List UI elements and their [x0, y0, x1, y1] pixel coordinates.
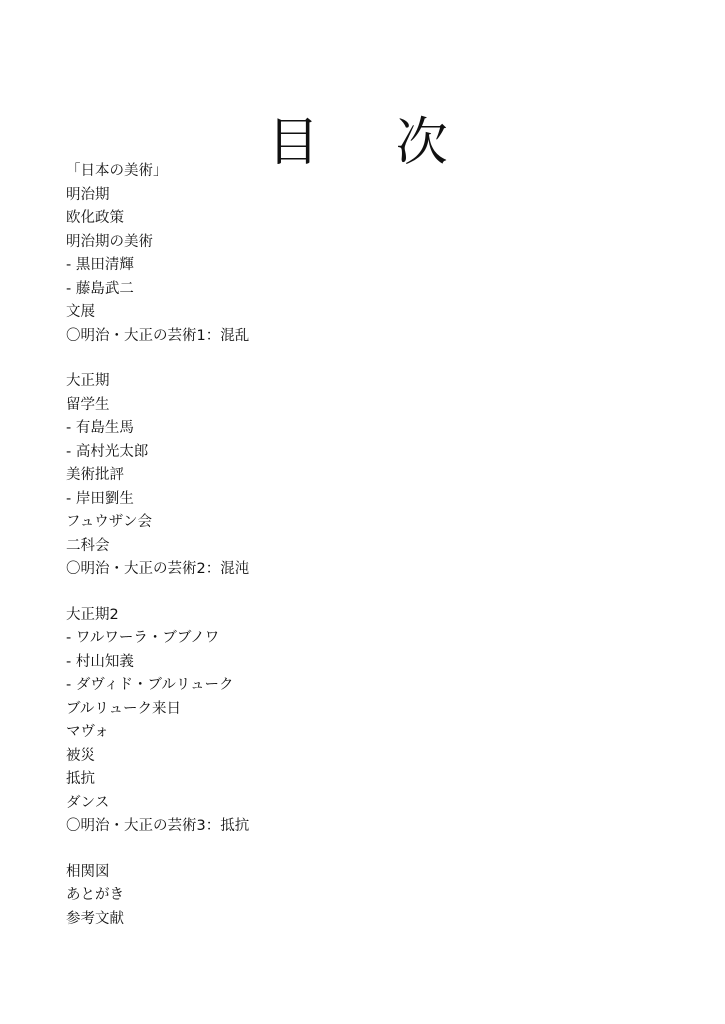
toc-section-taisho — [66, 370, 466, 582]
toc-item: 明治期の美術 — [66, 233, 153, 250]
toc-item: 明治期 — [66, 186, 110, 203]
toc-item: - 高村光太郎 — [66, 443, 149, 460]
toc-item: 相関図 — [66, 863, 110, 880]
toc-section-taisho-2 — [66, 604, 466, 839]
toc-item: - ダヴィド・ブルリューク — [66, 677, 234, 693]
toc-item: - 岸田劉生 — [66, 490, 134, 507]
toc-item: 二科会 — [66, 537, 110, 554]
toc-item: 文展 — [66, 304, 95, 320]
toc-item: 被災 — [66, 747, 95, 764]
toc-item: 〇明治・大正の芸術1：混乱 — [66, 327, 250, 344]
toc-item: 美術批評 — [66, 467, 124, 483]
toc-item: 〇明治・大正の芸術3：抵抗 — [66, 818, 250, 834]
toc-item: ブルリューク来日 — [66, 700, 181, 717]
toc-item: 「日本の美術」 — [66, 163, 168, 179]
toc-item: 参考文献 — [66, 910, 124, 927]
toc-item: あとがき — [66, 887, 124, 903]
page-title: 目 次 — [267, 112, 478, 173]
toc-item: 〇明治・大正の芸術2：混沌 — [66, 561, 250, 577]
table-of-contents — [66, 160, 466, 931]
toc-item: フュウザン会 — [66, 514, 152, 530]
toc-section-japanese-art — [66, 160, 466, 348]
toc-item: - 村山知義 — [66, 653, 134, 670]
toc-item: 欧化政策 — [66, 210, 124, 226]
toc-item: マヴォ — [66, 724, 109, 740]
toc-item: - ワルワーラ・ブブノワ — [66, 630, 220, 646]
toc-item: - 黒田清輝 — [66, 257, 134, 273]
toc-item: - 有島生馬 — [66, 420, 134, 436]
toc-item: 大正期2 — [66, 606, 119, 623]
toc-section-appendix — [66, 861, 466, 932]
toc-item: ダンス — [66, 794, 110, 811]
toc-item: - 藤島武二 — [66, 280, 134, 297]
toc-item: 抵抗 — [66, 771, 95, 787]
toc-item: 留学生 — [66, 396, 110, 413]
toc-item: 大正期 — [66, 373, 110, 389]
